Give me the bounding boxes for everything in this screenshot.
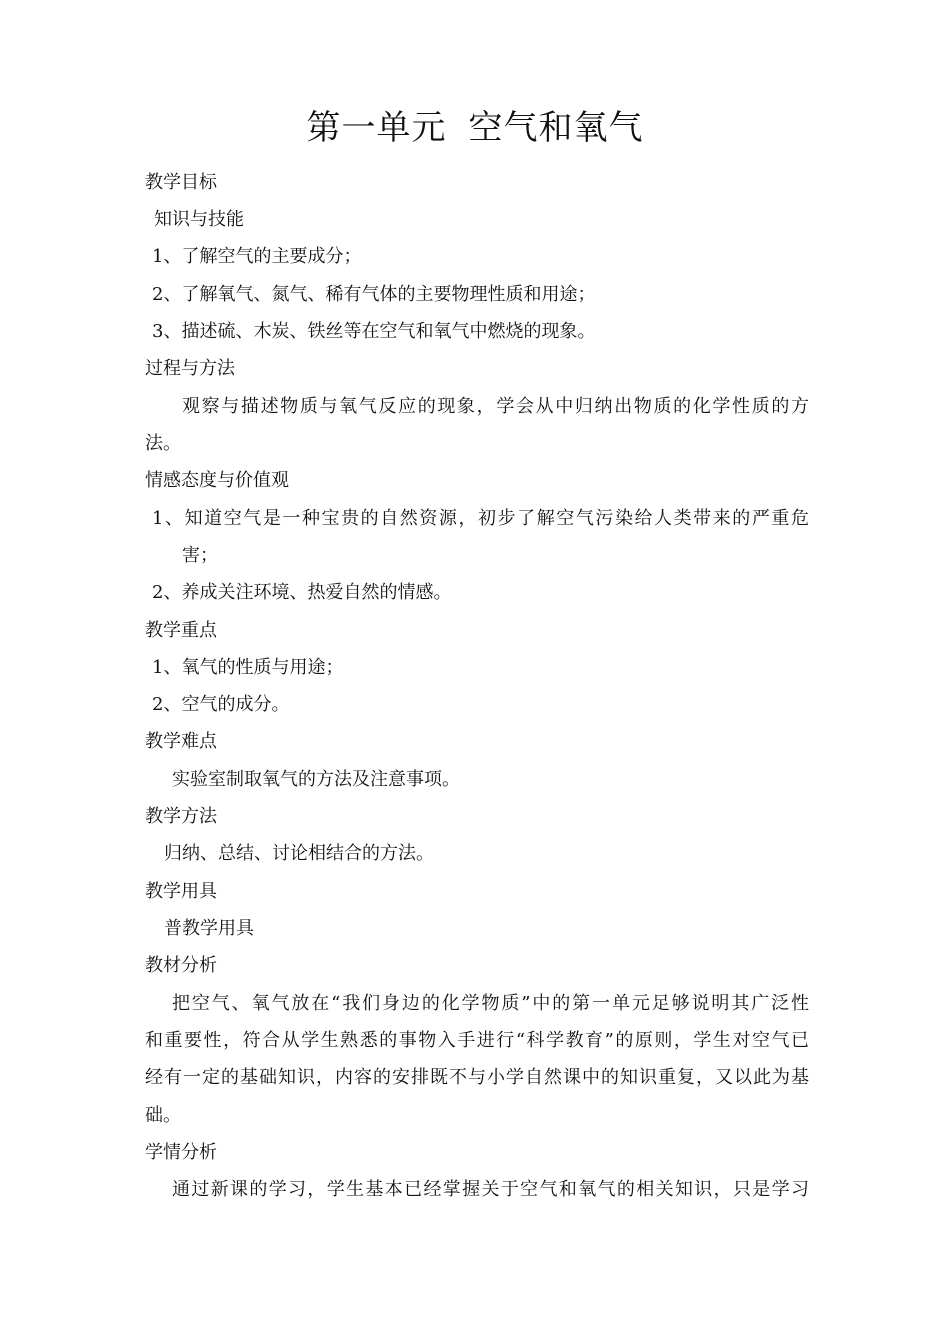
- section-heading-tools: 教学用具: [145, 881, 217, 902]
- subheading-process: 过程与方法: [145, 358, 235, 379]
- section-heading-students: 学情分析: [145, 1142, 217, 1163]
- difficulty-text: 实验室制取氧气的方法及注意事项。: [172, 769, 460, 790]
- section-heading-objectives: 教学目标: [145, 172, 217, 193]
- section-heading-difficulty: 教学难点: [145, 731, 217, 752]
- material-paragraph-line: 础。: [145, 1105, 181, 1126]
- section-heading-method: 教学方法: [145, 806, 217, 827]
- subheading-emotion: 情感态度与价值观: [145, 470, 289, 491]
- material-paragraph-line: 把空气、氧气放在“我们身边的化学物质”中的第一单元足够说明其广泛性: [172, 993, 809, 1014]
- tools-text: 普教学用具: [164, 918, 254, 939]
- page-title: [0, 100, 950, 149]
- process-paragraph-line: 观察与描述物质与氧气反应的现象，学会从中归纳出物质的化学性质的方: [182, 396, 809, 417]
- subheading-knowledge: 知识与技能: [154, 209, 244, 230]
- knowledge-item: 1、了解空气的主要成分；: [152, 246, 362, 267]
- process-paragraph-line: 法。: [145, 433, 181, 454]
- key-point-item: 1、氧气的性质与用途；: [152, 657, 344, 678]
- key-point-item: 2、空气的成分。: [152, 694, 290, 715]
- method-text: 归纳、总结、讨论相结合的方法。: [164, 843, 434, 864]
- title-part-topic: 空气和氧气: [468, 108, 644, 148]
- students-paragraph-line: 通过新课的学习，学生基本已经掌握关于空气和氧气的相关知识，只是学习: [172, 1179, 809, 1200]
- material-paragraph-line: 经有一定的基础知识，内容的安排既不与小学自然课中的知识重复，又以此为基: [145, 1067, 809, 1088]
- title-part-unit: 第一单元: [306, 108, 447, 148]
- emotion-item-continuation: 害；: [182, 545, 218, 566]
- material-paragraph-line: 和重要性，符合从学生熟悉的事物入手进行“科学教育”的原则，学生对空气已: [145, 1030, 809, 1051]
- knowledge-item: 3、描述硫、木炭、铁丝等在空气和氧气中燃烧的现象。: [152, 321, 596, 342]
- emotion-item: 1、知道空气是一种宝贵的自然资源，初步了解空气污染给人类带来的严重危: [152, 508, 809, 529]
- knowledge-item: 2、了解氧气、氮气、稀有气体的主要物理性质和用途；: [152, 284, 596, 305]
- section-heading-material: 教材分析: [145, 955, 217, 976]
- emotion-item: 2、养成关注环境、热爱自然的情感。: [152, 582, 452, 603]
- section-heading-key-points: 教学重点: [145, 620, 217, 641]
